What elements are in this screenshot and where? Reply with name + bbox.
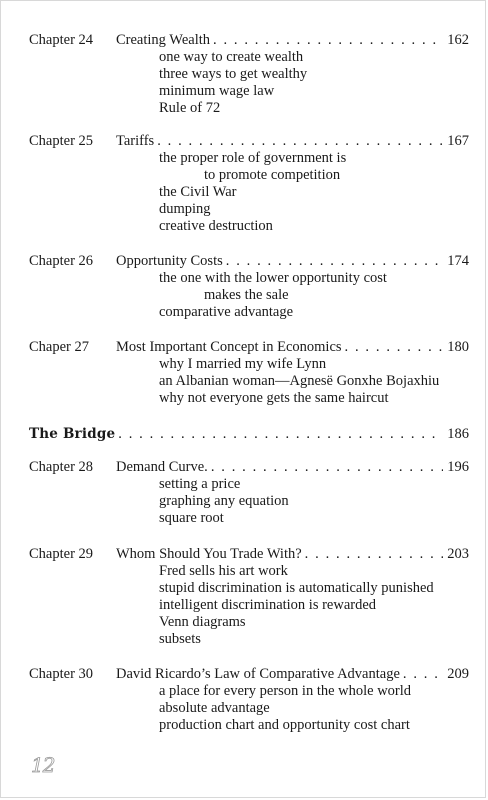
page-number: 12 (31, 753, 55, 777)
topic-item: creative destruction (159, 218, 273, 234)
topic-item: three ways to get wealthy (159, 66, 308, 82)
toc-entry-chapter-28 (29, 459, 469, 527)
page-ref: 203 (447, 546, 469, 562)
page-ref: 167 (447, 133, 469, 149)
chapter-label: Chapter 26 (29, 253, 94, 269)
topic-item: production chart and opportunity cost chart (159, 717, 410, 733)
topic-item: comparative advantage (159, 304, 294, 320)
toc-entry-chapter-27 (29, 339, 469, 407)
chapter-title: David Ricardo’s Law of Comparative Advantage (116, 666, 400, 682)
chapter-title: Most Important Concept in Economics (116, 339, 342, 355)
chapter-title: Whom Should You Trade With? (116, 546, 302, 562)
topic-item: minimum wage law (159, 83, 275, 99)
topic-item: Fred sells his art work (159, 563, 288, 579)
topic-item: the Civil War (159, 184, 237, 200)
chapter-label: Chapter 29 (29, 546, 94, 562)
page-ref: 209 (447, 666, 469, 682)
topic-item: why not everyone gets the same haircut (159, 390, 389, 406)
dot-leader (213, 32, 443, 49)
dot-leader (157, 133, 443, 150)
topic-item: subsets (159, 631, 201, 647)
topic-item: stupid discrimination is automatically punished (159, 580, 434, 596)
toc-entry-chapter-29 (29, 546, 469, 648)
topic-item: the proper role of government is (159, 150, 347, 166)
toc-entry-chapter-30 (29, 666, 469, 734)
topic-item: intelligent discrimination is rewarded (159, 597, 377, 613)
chapter-title: Tariffs (116, 133, 155, 149)
chapter-label: Chaper 27 (29, 339, 89, 355)
topic-item: dumping (159, 201, 211, 217)
dot-leader (211, 459, 443, 476)
dot-leader (305, 546, 444, 563)
topic-item: Rule of 72 (159, 100, 221, 116)
dot-leader (226, 253, 444, 270)
dot-leader (403, 666, 443, 683)
topic-item: Venn diagrams (159, 614, 246, 630)
topic-item: an Albanian woman—Agnesë Gonxhe Bojaxhiu (159, 373, 440, 389)
toc-entry-chapter-25 (29, 133, 469, 235)
topic-item: why I married my wife Lynn (159, 356, 327, 372)
page-ref: 162 (447, 32, 469, 48)
topic-item: absolute advantage (159, 700, 270, 716)
dot-leader (118, 426, 443, 443)
chapter-title: Opportunity Costs (116, 253, 223, 269)
chapter-label: Chapter 28 (29, 459, 94, 475)
topic-item: to promote competition (204, 167, 341, 183)
dot-leader (345, 339, 444, 356)
topic-item: a place for every person in the whole world (159, 683, 412, 699)
page-ref: 196 (447, 459, 469, 475)
chapter-label: Chapter 25 (29, 133, 94, 149)
page-ref: 174 (447, 253, 469, 269)
chapter-title: Creating Wealth (116, 32, 210, 48)
topic-item: setting a price (159, 476, 241, 492)
topic-item: one way to create wealth (159, 49, 304, 65)
topic-item: the one with the lower opportunity cost (159, 270, 387, 286)
toc-entry-chapter-26 (29, 253, 469, 321)
toc-entry-chapter-24 (29, 32, 469, 117)
section-title: The Bridge (29, 426, 116, 442)
topic-item: square root (159, 510, 224, 526)
toc-entry-the-bridge (29, 426, 469, 443)
topic-item: makes the sale (204, 287, 289, 303)
page-ref: 186 (447, 426, 469, 442)
chapter-label: Chapter 30 (29, 666, 94, 682)
chapter-title: Demand Curve. (116, 459, 208, 475)
topic-item: graphing any equation (159, 493, 289, 509)
chapter-label: Chapter 24 (29, 32, 94, 48)
page-ref: 180 (447, 339, 469, 355)
